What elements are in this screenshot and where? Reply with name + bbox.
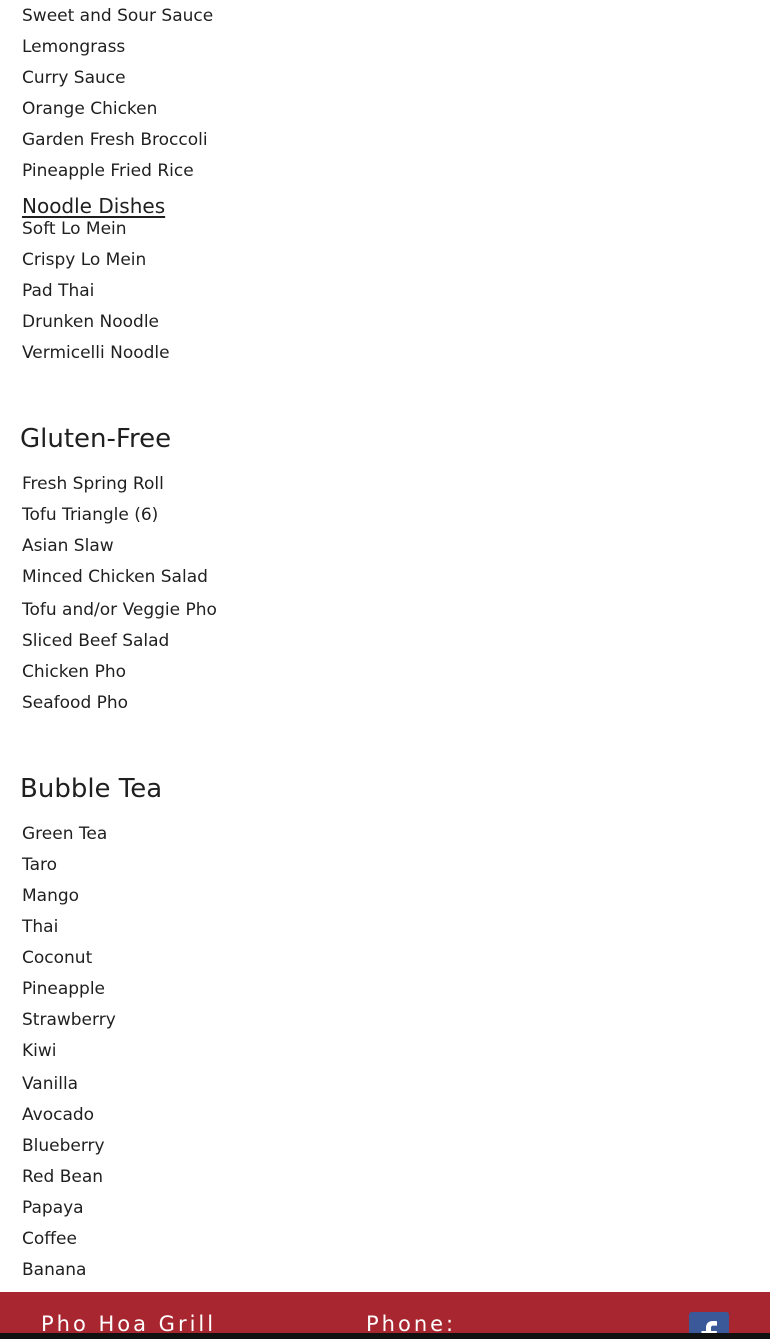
menu-item: Strawberry [22, 1010, 116, 1030]
menu-item: Fresh Spring Roll [22, 474, 164, 494]
menu-item: Vermicelli Noodle [22, 343, 170, 363]
menu-item: Pad Thai [22, 281, 95, 301]
menu-item: Sliced Beef Salad [22, 631, 170, 651]
noodle-dishes-heading: Noodle Dishes [22, 194, 166, 218]
menu-item: Green Tea [22, 824, 108, 844]
menu-item: Red Bean [22, 1167, 104, 1187]
menu-item: Minced Chicken Salad [22, 567, 208, 587]
menu-item: Sweet and Sour Sauce [22, 6, 214, 26]
menu-item: Soft Lo Mein [22, 219, 127, 239]
menu-item: Banana [22, 1260, 87, 1280]
menu-item: Pineapple [22, 979, 106, 999]
menu-item: Papaya [22, 1198, 84, 1218]
facebook-glyph-icon [689, 1312, 729, 1333]
menu-item: Seafood Pho [22, 693, 129, 713]
footer-bottom-bar [0, 1333, 770, 1339]
menu-item: Mango [22, 886, 80, 906]
menu-item: Orange Chicken [22, 99, 158, 119]
menu-item: Drunken Noodle [22, 312, 159, 332]
menu-item: Blueberry [22, 1136, 105, 1156]
site-footer [0, 1292, 770, 1333]
bubble-tea-title: Bubble Tea [20, 774, 163, 804]
menu-item: Coffee [22, 1229, 77, 1249]
menu-item: Chicken Pho [22, 662, 127, 682]
menu-item: Vanilla [22, 1074, 79, 1094]
menu-item: Kiwi [22, 1041, 57, 1061]
menu-item: Curry Sauce [22, 68, 126, 88]
menu-item: Lemongrass [22, 37, 126, 57]
menu-item: Tofu Triangle (6) [22, 505, 159, 525]
menu-item: Crispy Lo Mein [22, 250, 147, 270]
menu-item: Tofu and/or Veggie Pho [22, 600, 217, 620]
menu-item: Coconut [22, 948, 93, 968]
footer-business-name: Pho Hoa Grill [41, 1312, 217, 1333]
footer-phone-label: Phone: [366, 1312, 457, 1333]
menu-item: Taro [22, 855, 58, 875]
menu-item: Garden Fresh Broccoli [22, 130, 208, 150]
gluten-free-title: Gluten-Free [20, 424, 172, 454]
menu-item: Asian Slaw [22, 536, 114, 556]
menu-item: Pineapple Fried Rice [22, 161, 194, 181]
menu-item: Avocado [22, 1105, 95, 1125]
menu-item: Thai [22, 917, 59, 937]
facebook-icon[interactable] [689, 1312, 729, 1333]
